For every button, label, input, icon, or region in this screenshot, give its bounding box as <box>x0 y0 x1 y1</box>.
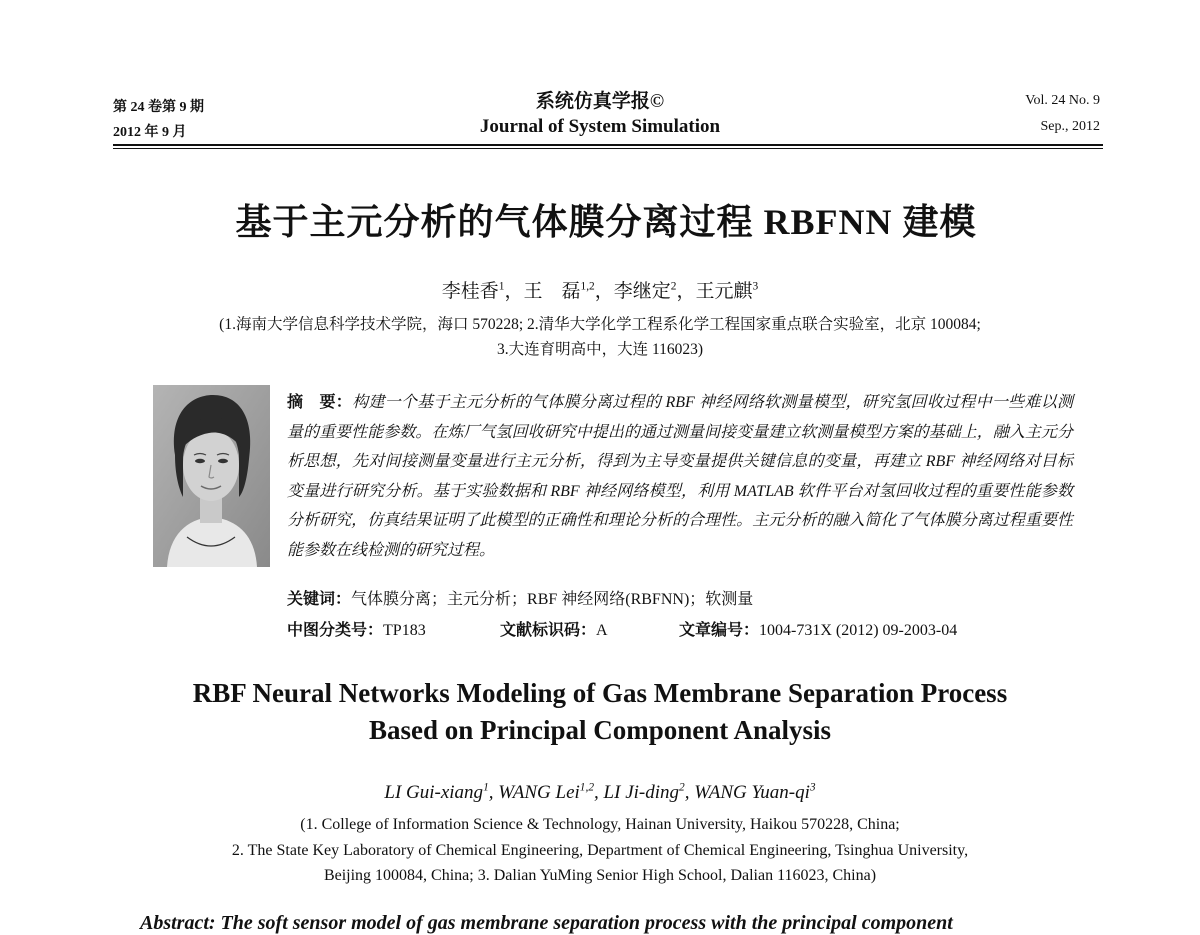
author-cn: 李继定$^2$， <box>613 280 696 302</box>
affiliations-en <box>0 812 1200 889</box>
article-number: 文章编号：1004-731X (2012) 09-2003-04 <box>679 622 958 639</box>
author-photo <box>153 385 270 567</box>
clc-number: 中图分类号：TP183 <box>287 622 426 639</box>
keywords-cn <box>287 586 753 609</box>
abstract-cn-text: 构建一个基于主元分析的气体膜分离过程的 RBF 神经网络软测量模型，研究氢回收过程中一些难以测量的重要性能参数。在炼厂气氢回收研究中提出的通过测量间接变量建立软测量模型方案的基础上，融入主元分析思想，先对间接测量变量进行主元分析，得到为主导变量提供关键信息的变量，再建立 RBF 神经网络对目标变量进行研究分析。基于实验数据和 RBF 神经网络模型，利用 MATLAB 软件平台对氢回收过程的重要性能参数分析研究，仿真结果证明了此模型的正确性和理论分析的合理性。主元分析的融入简化了气体膜分离过程重要性能参数在线检测的研究过程。 <box>287 394 1073 559</box>
header-rule-thick <box>113 144 1103 146</box>
affiliation-en-line3: Beijing 100084, China; 3. Dalian YuMing Senior High School, Dalian 116023, China) <box>323 867 877 884</box>
abstract-cn-label: 摘 要： <box>287 394 353 411</box>
portrait-image <box>153 385 270 567</box>
authors-en <box>0 782 1200 804</box>
paper-title-en <box>0 675 1200 749</box>
paper-title-cn: 基于主元分析的气体膜分离过程 RBFNN 建模 <box>235 202 977 242</box>
author-cn: 王 磊$^{1,2}$， <box>523 280 614 302</box>
header-rule-thin <box>113 148 1103 149</box>
author-cn: 王元麒$^3$ <box>695 280 759 302</box>
keywords-cn-text: 气体膜分离；主元分析；RBF 神经网络(RBFNN)；软测量 <box>351 591 754 608</box>
volume-en: Vol. 24 No. 9 <box>1025 93 1100 108</box>
affiliation-en-line1: (1. College of Information Science & Technology, Hainan University, Haikou 570228, China; <box>300 816 900 833</box>
document-code: 文献标识码：A <box>500 622 608 639</box>
abstract-en-start: Abstract: The soft sensor model of gas membrane separation process with the principal component <box>140 912 953 934</box>
author-cn: 李桂香$^1$， <box>441 280 524 302</box>
paper-title-en-line2: Based on Principal Component Analysis <box>368 715 832 745</box>
authors-cn <box>0 276 1200 303</box>
journal-title-en: Journal of System Simulation <box>479 116 721 137</box>
author-en: LI Ji-ding$^2$, <box>603 781 695 803</box>
paper-title-en-line1: RBF Neural Networks Modeling of Gas Membrane Separation Process <box>192 678 1008 708</box>
author-en: WANG Lei$^{1,2}$, <box>498 781 604 803</box>
keywords-cn-label: 关键词： <box>287 591 352 608</box>
journal-title-cn: 系统仿真学报© <box>535 91 665 112</box>
author-en: LI Gui-xiang$^1$, <box>384 781 499 803</box>
date-en: Sep., 2012 <box>1040 119 1100 134</box>
date-cn: 2012 年 9 月 <box>113 125 187 140</box>
volume-cn: 第 24 卷第 9 期 <box>113 100 204 115</box>
author-en: WANG Yuan-$qi^3$ <box>694 781 816 803</box>
affiliation-cn-line2: 3.大连育明高中，大连 116023) <box>496 341 704 358</box>
affiliation-cn-line1: (1.海南大学信息科学技术学院，海口 570228; 2.清华大学化学工程系化学工程国家重点联合实验室，北京 100084; <box>219 316 981 333</box>
abstract-cn <box>287 388 1073 566</box>
affiliation-en-line2: 2. The State Key Laboratory of Chemical Engineering, Department of Chemical Engineering, Tsinghua University, <box>231 841 969 859</box>
